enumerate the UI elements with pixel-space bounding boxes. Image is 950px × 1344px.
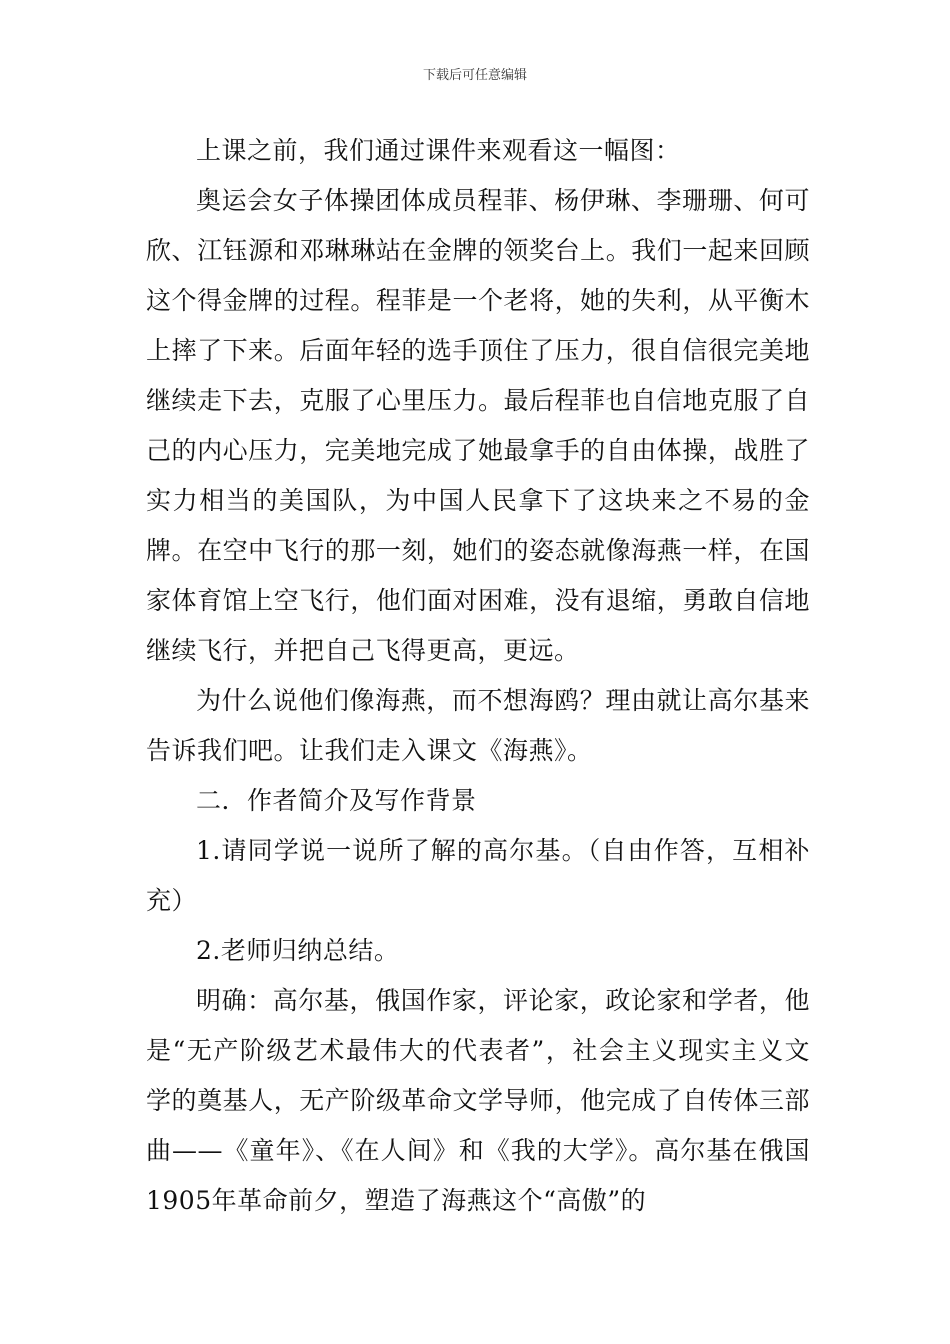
paragraph-intro: 上课之前，我们通过课件来观看这一幅图： <box>196 136 681 165</box>
paragraph-item-2: 2.老师归纳总结。 <box>196 936 400 965</box>
paragraph-olympics-story: 奥运会女子体操团体成员程菲、杨伊琳、李珊珊、何可欣、江钰源和邓琳琳站在金牌的领奖台上。我们一起来回顾这个得金牌的过程。程菲是一个老将，她的失利，从平衡木上摔了下来。后面年轻的选手顶住了压力，很自信很完美地继续走下去，克服了心里压力。最后程菲也自信地克服了自己的内心压力，完美地完成了她最拿手的自由体操，战胜了实力相当的美国队，为中国人民拿下了这块来之不易的金牌。在空中飞行的那一刻，她们的姿态就像海燕一样，在国家体育馆上空飞行，他们面对困难，没有退缩，勇敢自信地继续飞行，并把自己飞得更高，更远。 <box>146 186 810 665</box>
document-body <box>146 126 810 1226</box>
section-heading-author: 二．作者简介及写作背景 <box>196 786 477 815</box>
paragraph-item-1: 1.请同学说一说所了解的高尔基。（自由作答，互相补充） <box>146 836 810 915</box>
paragraph-clarification: 明确：高尔基，俄国作家，评论家，政论家和学者，他是“无产阶级艺术最伟大的代表者”，社会主义现实主义文学的奠基人，无产阶级革命文学导师，他完成了自传体三部曲——《童年》、《在人间》和《我的大学》。高尔基在俄国1905年革命前夕，塑造了海燕这个“高傲”的 <box>146 986 810 1215</box>
page-header-note: 下载后可任意编辑 <box>422 68 527 83</box>
paragraph-question: 为什么说他们像海燕，而不想海鸥？理由就让高尔基来告诉我们吧。让我们走入课文《海燕》。 <box>146 686 810 765</box>
